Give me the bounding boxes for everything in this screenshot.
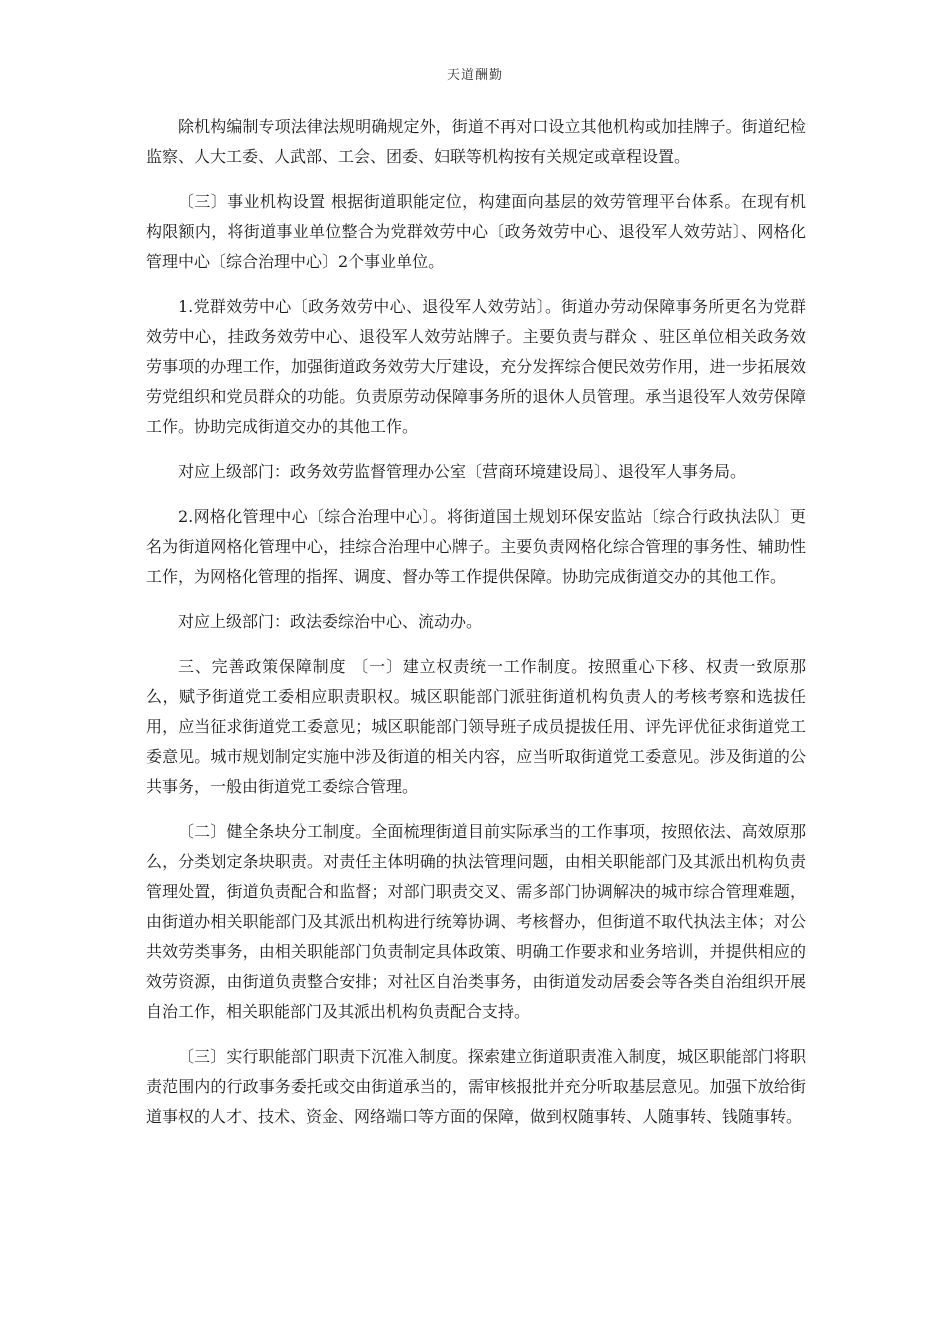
paragraph: 1.党群效劳中心〔政务效劳中心、退役军人效劳站〕。街道办劳动保障事务所更名为党群效劳中心，挂政务效劳中心、退役军人效劳站牌子。主要负责与群众 、驻区单位相关政务效劳事项的办理工作，加强街道政务效劳大厅建设，充分发挥综合便民效劳作用，进一步拓展效劳党组织和党员群众的功能。负责原劳动保障事务所的退休人员管理。承当退役军人效劳保障工作。协助完成街道交办的其他工作。 — [146, 297, 806, 436]
paragraph: 对应上级部门：政务效劳监督管理办公室〔营商环境建设局〕、退役军人事务局。 — [178, 462, 747, 481]
paragraph: 〔二〕健全条块分工制度。全面梳理街道目前实际承当的工作事项，按照依法、高效原那么，分类划定条块职责。对责任主体明确的执法管理问题，由相关职能部门及其派出机构负责管理处置，街道负责配合和监督；对部门职责交叉、需多部门协调解决的城市综合管理难题，由街道办相关职能部门及其派出机构进行统筹协调、考核督办，但街道不取代执法主体；对公共效劳类事务，由相关职能部门负责制定具体政策、明确工作要求和业务培训，并提供相应的效劳资源，由街道负责整合安排；对社区自治类事务，由街道发动居委会等各类自治组织开展自治工作，相关职能部门及其派出机构负责配合支持。 — [146, 822, 806, 1021]
paragraph: 〔三〕实行职能部门职责下沉准入制度。探索建立街道职责准入制度，城区职能部门将职责范围内的行政事务委托或交由街道承当的，需审核报批并充分听取基层意见。加强下放给街道事权的人才、技术、资金、网络端口等方面的保障，做到权随事转、人随事转、钱随事转。 — [146, 1047, 806, 1126]
document-body — [146, 112, 806, 1147]
paragraph: 除机构编制专项法律法规明确规定外，街道不再对口设立其他机构或加挂牌子。街道纪检监察、人大工委、人武部、工会、团委、妇联等机构按有关规定或章程设置。 — [146, 117, 806, 166]
paragraph: 三、完善政策保障制度 〔一〕建立权责统一工作制度。按照重心下移、权责一致原那么，赋予街道党工委相应职责职权。城区职能部门派驻街道机构负责人的考核考察和选拔任用，应当征求街道党工委意见；城区职能部门领导班子成员提拔任用、评先评优征求街道党工委意见。城市规划制定实施中涉及街道的相关内容，应当听取街道党工委意见。涉及街道的公共事务，一般由街道党工委综合管理。 — [146, 657, 806, 796]
paragraph: 对应上级部门：政法委综治中心、流动办。 — [178, 612, 483, 631]
page-header: 天道酬勤 — [446, 68, 503, 83]
paragraph: 〔三〕事业机构设置 根据街道职能定位，构建面向基层的效劳管理平台体系。在现有机构限额内，将街道事业单位整合为党群效劳中心〔政务效劳中心、退役军人效劳站〕、网格化管理中心〔综合治理中心〕2个事业单位。 — [146, 192, 806, 271]
paragraph: 2.网格化管理中心〔综合治理中心〕。将街道国土规划环保安监站〔综合行政执法队〕更名为街道网格化管理中心，挂综合治理中心牌子。主要负责网格化综合管理的事务性、辅助性工作，为网格化管理的指挥、调度、督办等工作提供保障。协助完成街道交办的其他工作。 — [146, 507, 806, 586]
